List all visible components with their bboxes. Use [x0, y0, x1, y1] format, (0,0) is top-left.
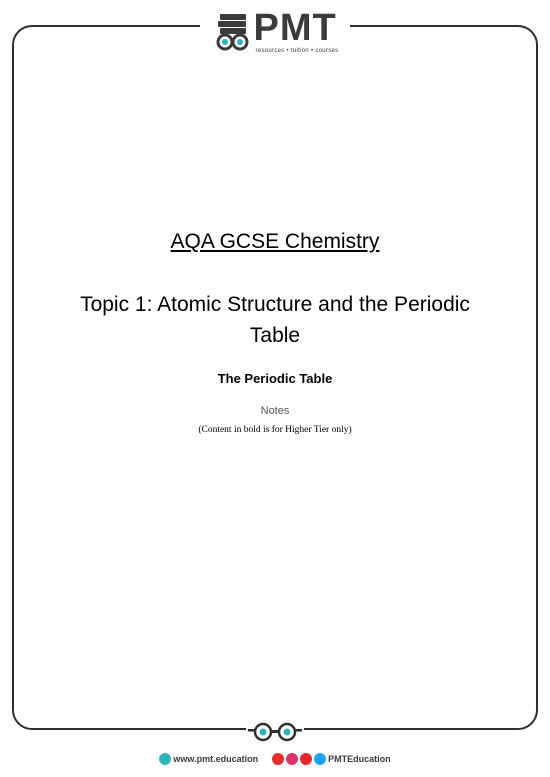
footer-social-handle[interactable]: PMTEducation	[328, 754, 391, 764]
logo-brand: PMT	[253, 7, 337, 49]
logo-tagline: resources • tuition • courses	[255, 48, 339, 54]
youtube-icon[interactable]	[272, 753, 284, 765]
book-glasses-icon	[212, 10, 252, 55]
link-icon	[159, 753, 171, 765]
notes-label: Notes	[260, 405, 290, 417]
pmt-logo	[200, 7, 350, 60]
facebook-icon[interactable]	[300, 753, 312, 765]
topic-heading: Topic 1: Atomic Structure and the Periodic Table	[80, 293, 470, 347]
section-heading: The Periodic Table	[217, 371, 333, 386]
document-title: AQA GCSE Chemistry	[170, 230, 380, 253]
twitter-icon[interactable]	[314, 753, 326, 765]
content-note: (Content in bold is for Higher Tier only)	[198, 425, 352, 435]
footer	[0, 751, 550, 767]
footer-website-link[interactable]: www.pmt.education	[173, 754, 259, 764]
glasses-icon	[246, 722, 304, 742]
instagram-icon[interactable]	[286, 753, 298, 765]
